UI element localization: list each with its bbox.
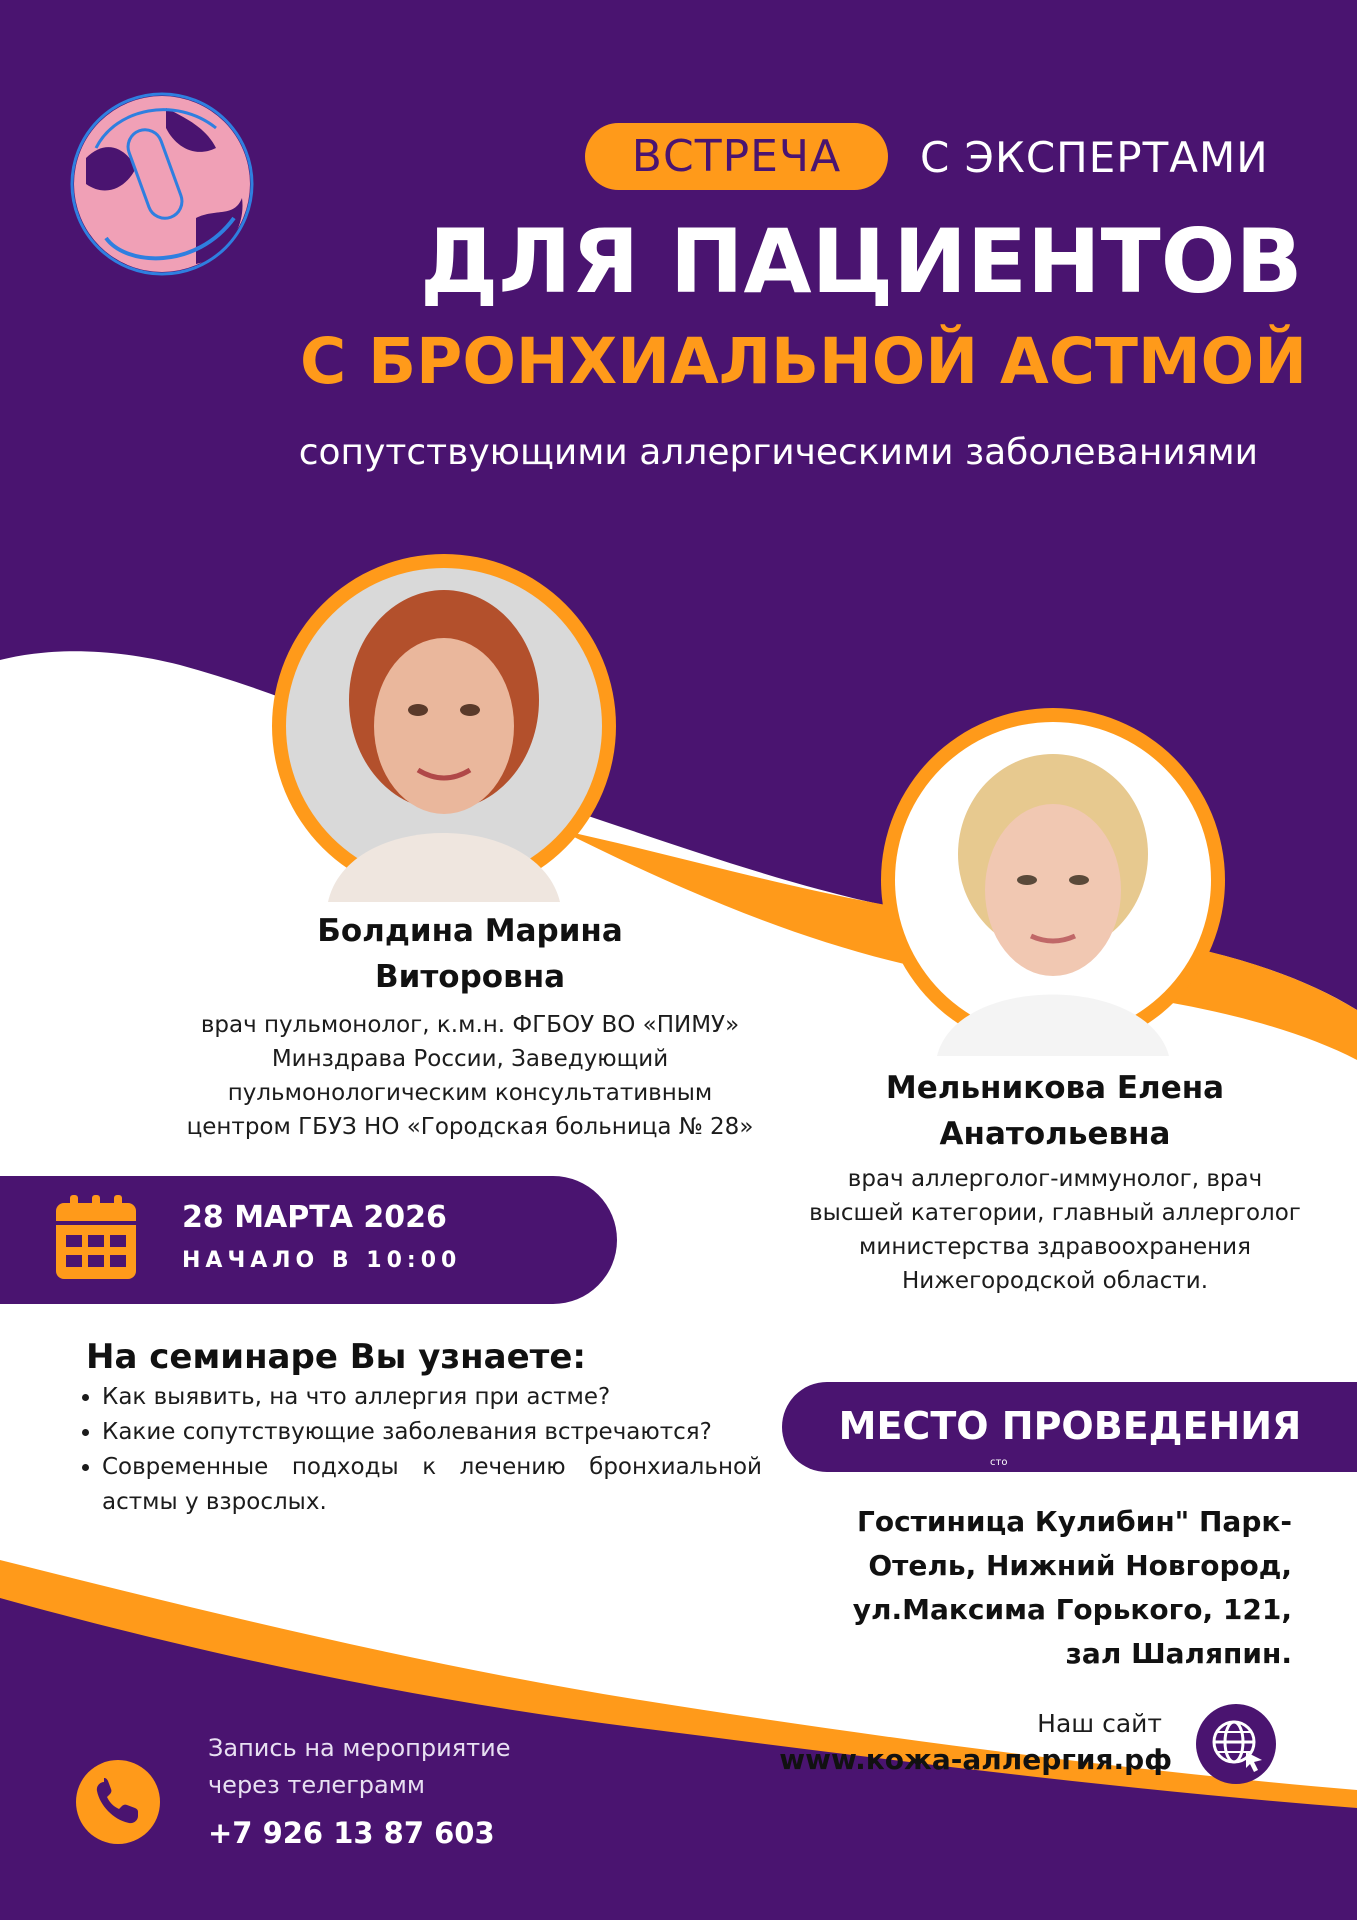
description-line: Нижегородской области. (901, 1268, 1209, 1294)
expert-name-boldina (160, 908, 780, 1000)
expert-photo-melnikova (877, 704, 1229, 1056)
globe-icon[interactable] (1196, 1704, 1276, 1784)
website-label: Наш сайт (1037, 1709, 1162, 1738)
event-badge: ВСТРЕЧА (585, 123, 888, 190)
registration-line: Запись на мероприятие (208, 1734, 511, 1762)
venue-address (780, 1500, 1292, 1676)
description-line: высшей категории, главный аллерголог (809, 1200, 1301, 1226)
venue-small-text: сто (990, 1457, 1008, 1468)
address-line: ул.Максима Горького, 121, (852, 1593, 1292, 1626)
description-line: пульмонологическим консультативным (227, 1080, 713, 1106)
expert-description-boldina (160, 1008, 780, 1144)
expert-name-line: Виторовна (374, 959, 566, 995)
address-line: зал Шаляпин. (1065, 1637, 1292, 1670)
description-line: врач аллерголог-иммунолог, врач (847, 1166, 1263, 1192)
learn-list (76, 1380, 762, 1520)
description-line: центром ГБУЗ НО «Городская больница № 28» (186, 1114, 754, 1140)
phone-number[interactable]: +7 926 13 87 603 (208, 1816, 495, 1850)
list-item: • Современные подходы к лечению бронхиальной астмы у взрослых. (102, 1450, 762, 1520)
address-line: Гостиница Кулибин" Парк- (857, 1505, 1292, 1538)
page-subtitle: сопутствующими аллергическими заболеваниями (298, 432, 1258, 473)
list-item: • Какие сопутствующие заболевания встречаются? (102, 1415, 762, 1450)
expert-name-line: Болдина Марина (317, 913, 623, 949)
expert-name-melnikova (820, 1065, 1290, 1157)
logo-icon (66, 88, 258, 280)
phone-icon[interactable] (76, 1760, 160, 1844)
page-title-accent: С БРОНХИАЛЬНОЙ АСТМОЙ (300, 325, 1307, 398)
list-item: • Как выявить, на что аллергия при астме? (102, 1380, 762, 1415)
venue-heading: МЕСТО ПРОВЕДЕНИЯ (838, 1404, 1302, 1448)
expert-name-line: Мельникова Елена (885, 1070, 1225, 1106)
description-line: министерства здравоохранения (859, 1234, 1251, 1260)
event-start-time: НАЧАЛО В 10:00 (182, 1248, 462, 1273)
website-link[interactable]: www.кожа-аллергия.рф (779, 1743, 1172, 1776)
learn-heading: На семинаре Вы узнаете: (86, 1337, 587, 1377)
badge-suffix: С ЭКСПЕРТАМИ (920, 133, 1269, 182)
description-line: Минздрава России, Заведующий (271, 1046, 669, 1072)
expert-photo-boldina (268, 550, 620, 902)
page-title: ДЛЯ ПАЦИЕНТОВ (420, 210, 1303, 313)
registration-text (208, 1730, 510, 1804)
address-line: Отель, Нижний Новгород, (868, 1549, 1292, 1582)
event-date: 28 МАРТА 2026 (182, 1200, 447, 1235)
expert-description-melnikova (790, 1162, 1320, 1298)
description-line: врач пульмонолог, к.м.н. ФГБОУ ВО «ПИМУ» (200, 1012, 740, 1038)
expert-name-line: Анатольевна (939, 1116, 1171, 1152)
registration-line: через телеграмм (208, 1771, 425, 1799)
calendar-icon (52, 1193, 140, 1283)
